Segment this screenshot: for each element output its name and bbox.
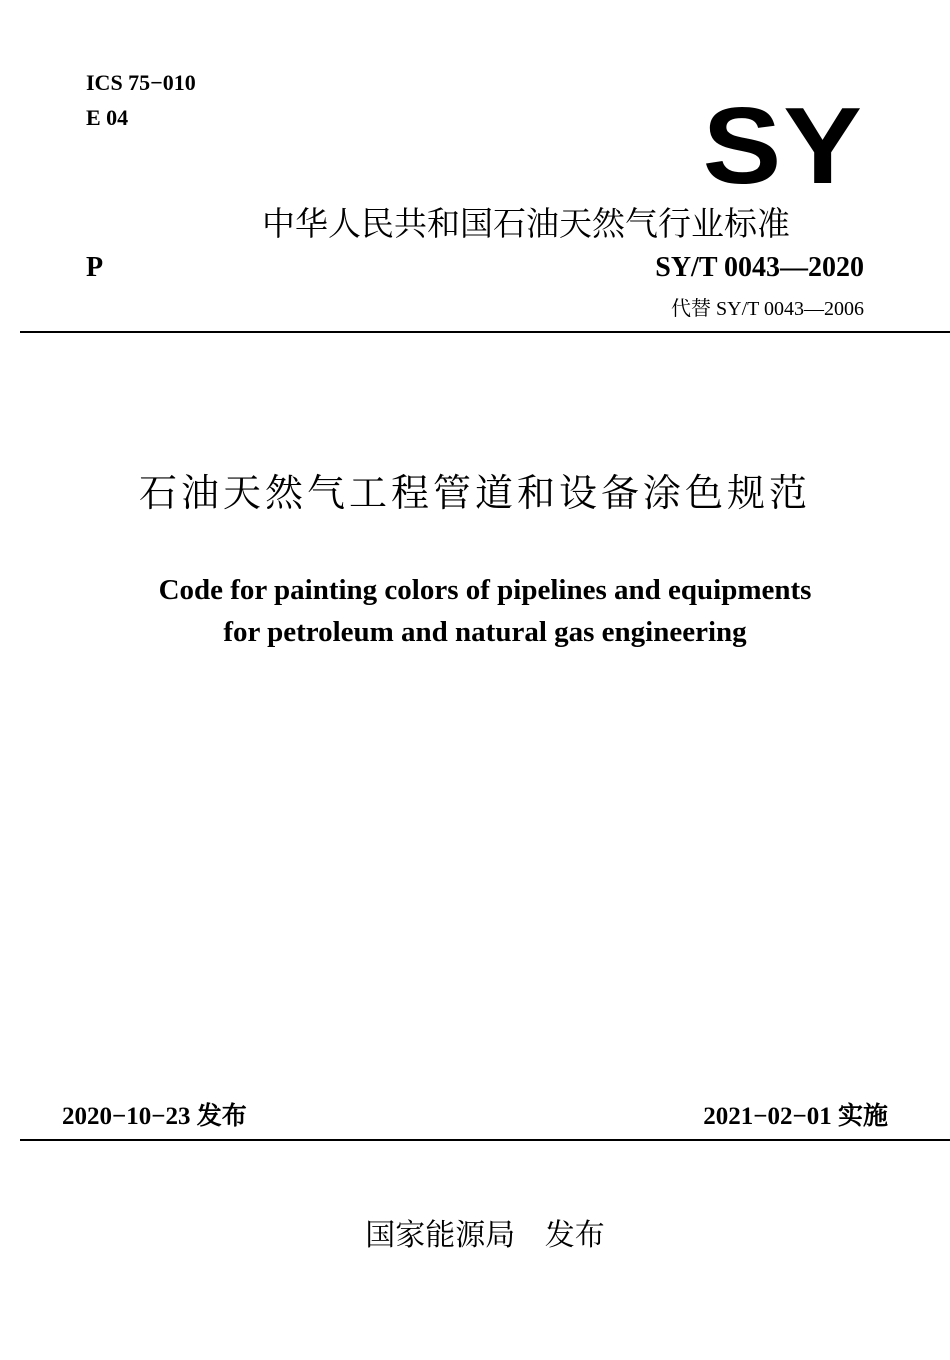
- replaces-standard: 代替 SY/T 0043—2006: [671, 298, 864, 320]
- top-divider: [20, 331, 950, 333]
- bottom-divider: [20, 1139, 950, 1141]
- issue-date: 2020−10−23 发布: [62, 1103, 247, 1130]
- title-english-line2: for petroleum and natural gas engineering: [223, 616, 747, 648]
- category-code: E 04: [86, 105, 129, 130]
- industry-standard-heading: 中华人民共和国石油天然气行业标准: [262, 204, 790, 243]
- effective-date: 2021−02−01 实施: [703, 1103, 888, 1130]
- p-mark: P: [86, 252, 104, 283]
- publisher: 国家能源局 发布: [365, 1218, 605, 1253]
- title-chinese: 石油天然气工程管道和设备涂色规范: [138, 471, 811, 515]
- sy-logo: SY: [702, 85, 864, 207]
- title-english-line1: Code for painting colors of pipelines and equipments: [158, 574, 812, 606]
- ics-code: ICS 75−010: [86, 70, 196, 95]
- standard-code: SY/T 0043—2020: [655, 252, 864, 283]
